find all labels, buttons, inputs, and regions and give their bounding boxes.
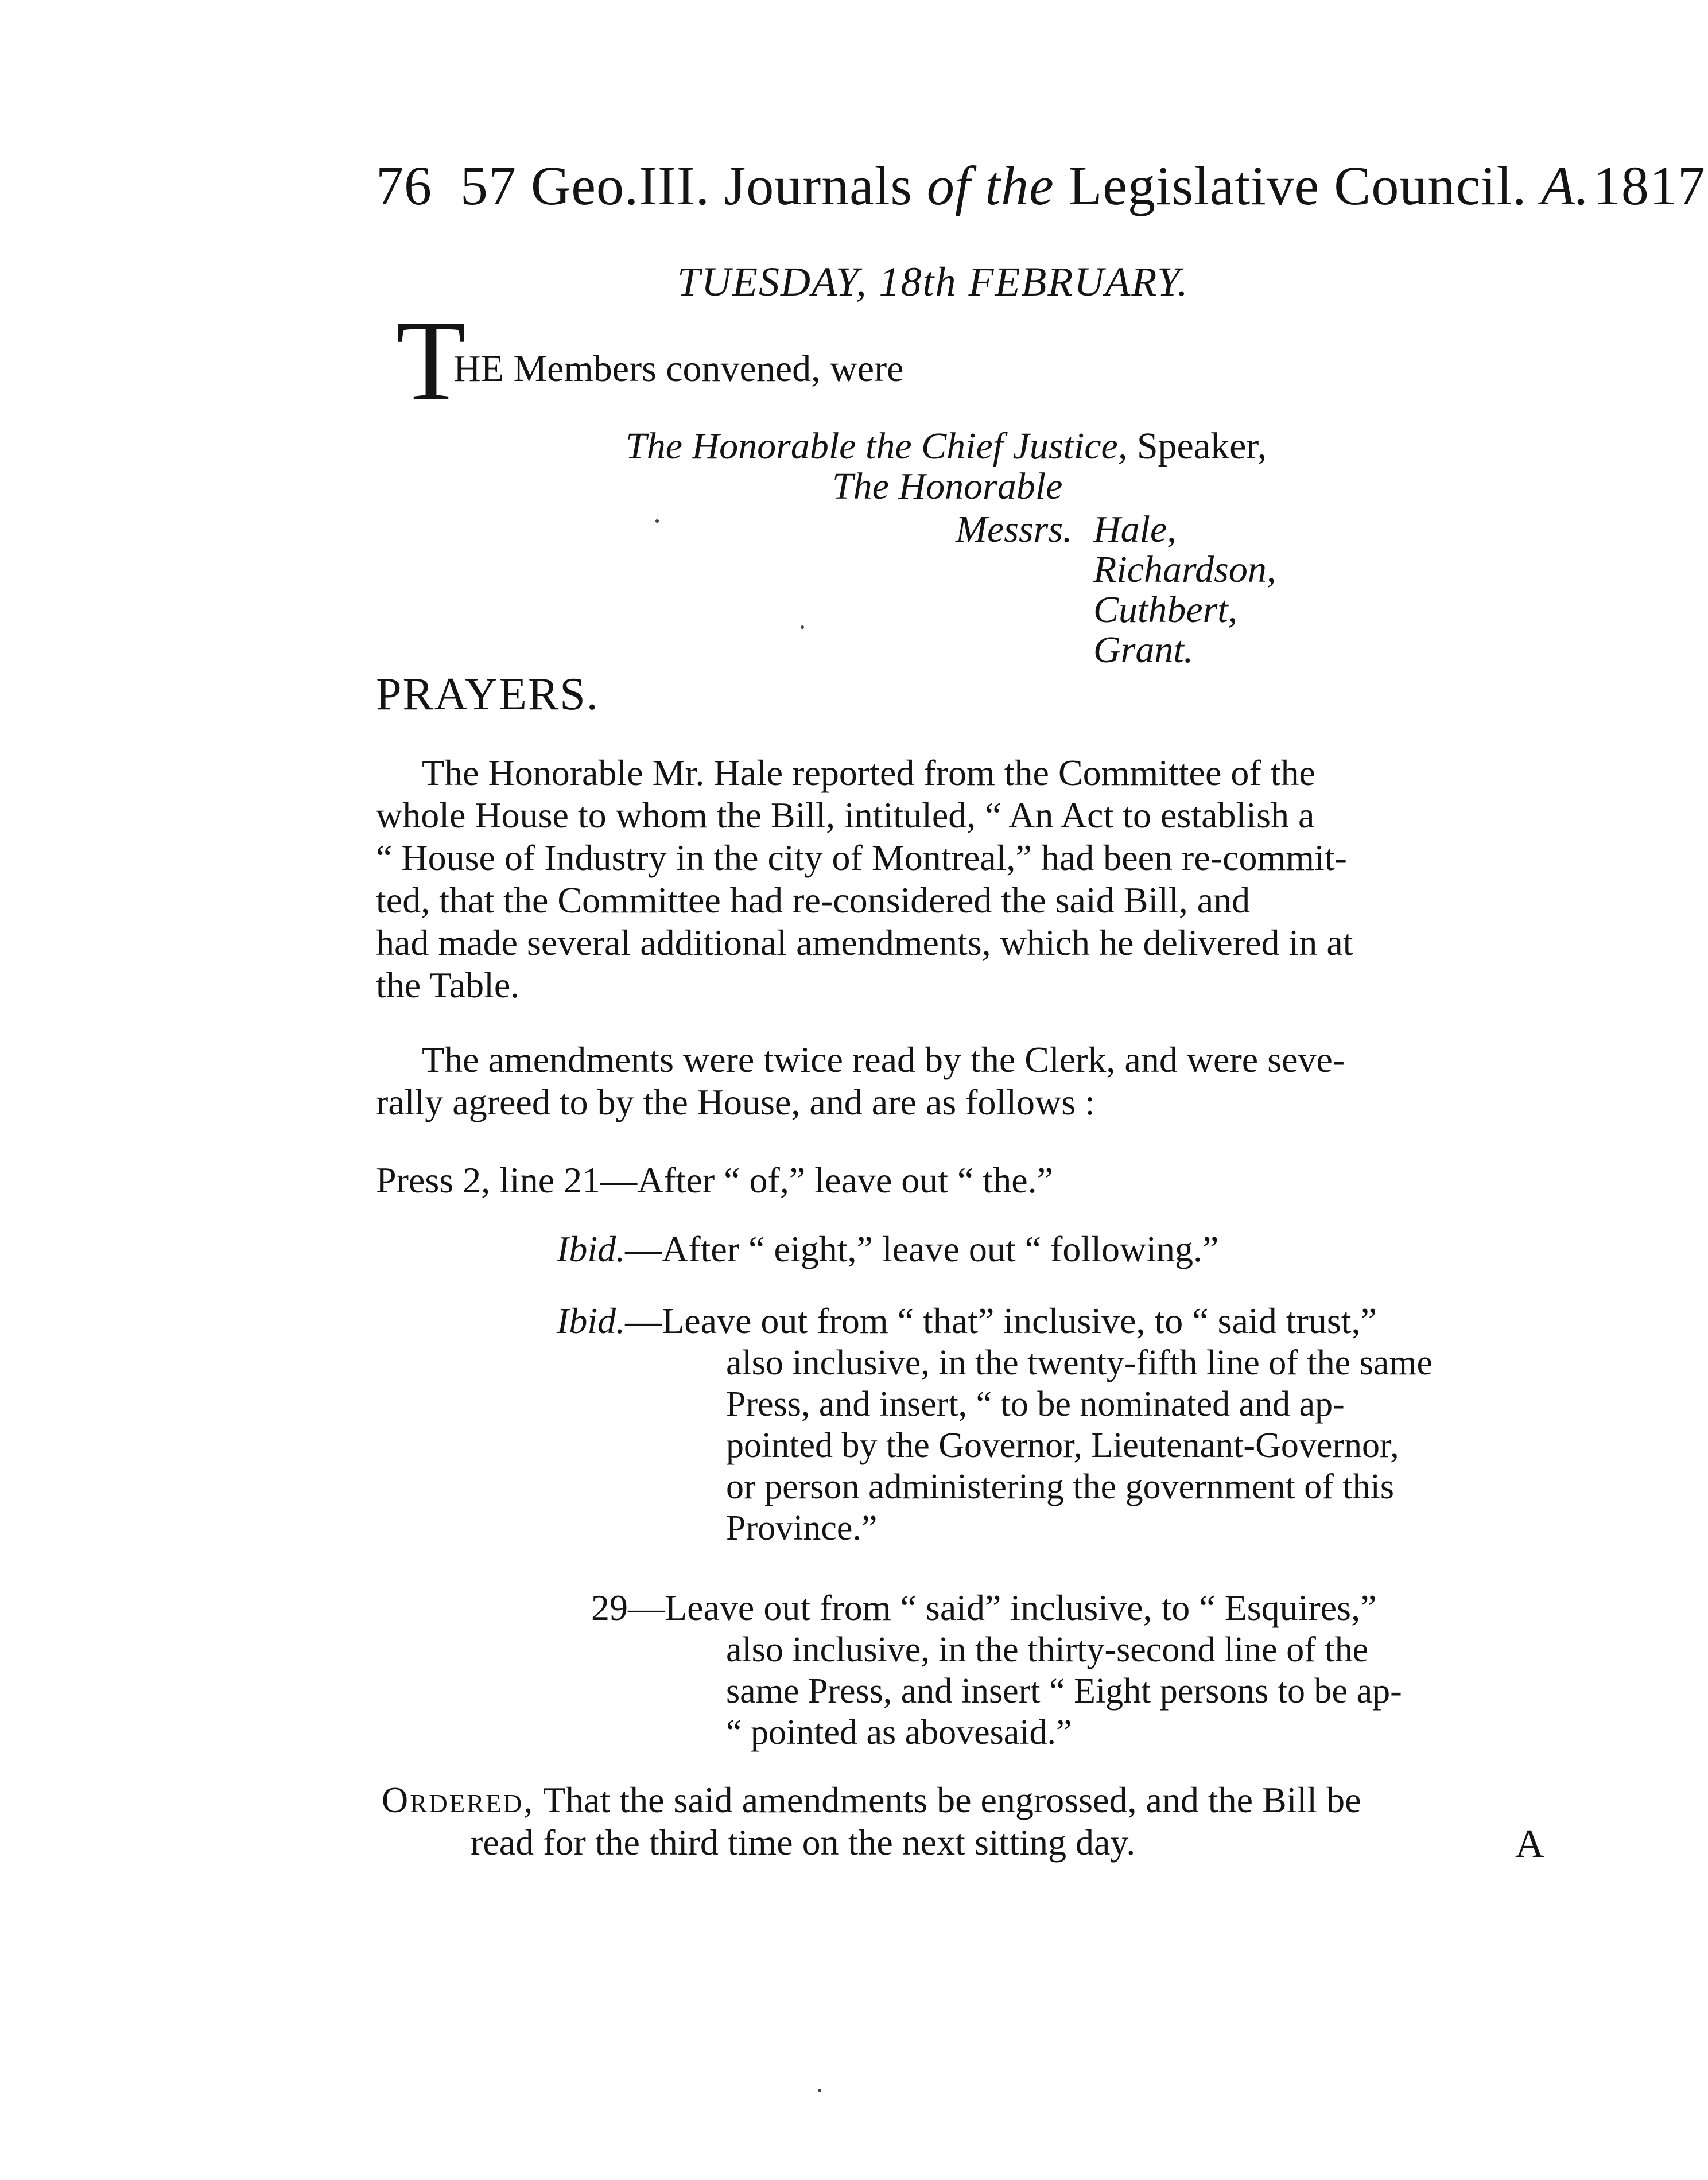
report-paragraph-cont (376, 794, 1573, 1007)
print-speck (801, 625, 804, 629)
ibid-text: —Leave out from “ that” inclusive, to “ said trust,” (625, 1300, 1377, 1341)
line-29-cont-line: same Press, and insert “ Eight persons to be ap- (726, 1672, 1402, 1711)
regnal-year: 57 Geo. (460, 155, 639, 216)
ibid-line-2 (557, 1300, 1377, 1342)
year: 1817 (1593, 155, 1706, 216)
report-line: The Honorable Mr. Hale reported from the Committee of the (422, 752, 1315, 793)
report-line: “ House of Industry in the city of Montreal,” had been re-commit- (376, 837, 1347, 878)
regnal-numeral: III (638, 155, 696, 216)
press-line: Press 2, line 21—After “ of,” leave out “ the.” (376, 1160, 1054, 1200)
members-intro: HE Members convened, were (453, 348, 904, 390)
member-name: Richardson, (1093, 549, 1276, 590)
speaker-name: The Honorable the Chief Justice, (626, 425, 1128, 467)
amendments-line: The amendments were twice read by the Clerk, and were seve- (422, 1039, 1345, 1080)
amendments-paragraph-cont (376, 1081, 1573, 1124)
drop-cap: T (396, 298, 467, 425)
ordered-line-2: read for the third time on the next sitting day. (471, 1822, 1136, 1863)
anno: A. (1541, 155, 1590, 216)
journal-word: Journals (724, 155, 913, 216)
title-rest: Legislative Council. (1068, 155, 1527, 216)
report-line: the Table. (376, 965, 520, 1005)
ibid-line-1 (557, 1228, 1218, 1270)
print-speck (818, 2089, 821, 2092)
ibid-cont-line: or person administering the government of this (726, 1467, 1394, 1506)
amendments-line: rally agreed to by the House, and are as follows : (376, 1082, 1095, 1122)
honorable-line: The Honorable (832, 465, 1063, 507)
print-speck (655, 519, 659, 523)
line-29-amendment: 29—Leave out from “ said” inclusive, to “ Esquires,” (591, 1587, 1377, 1628)
ibid-cont-line: also inclusive, in the twenty-fifth line of the same (726, 1343, 1433, 1382)
member-name: Cuthbert, (1093, 589, 1238, 631)
report-line: whole House to whom the Bill, intituled, “ An Act to establish a (376, 795, 1315, 836)
speaker-line (626, 425, 1267, 468)
page-number: 76 (376, 155, 432, 216)
line-29-cont-line: also inclusive, in the thirty-second line of the (726, 1630, 1369, 1669)
line-29-cont-line: “ pointed as abovesaid.” (726, 1713, 1072, 1752)
prayers-heading: PRAYERS. (376, 669, 599, 720)
running-header: 76 57 Geo.III. Journals of the Legislative Council. A.1817 (376, 155, 1706, 216)
messrs-label: Messrs. (956, 508, 1073, 550)
date-line: TUESDAY, 18th FEBRUARY. (677, 259, 1189, 305)
report-line: ted, that the Committee had re-considered the said Bill, and (376, 880, 1251, 920)
ibid-cont-line: pointed by the Governor, Lieutenant-Governor, (726, 1426, 1399, 1465)
ordered-label: Ordered, (382, 1779, 535, 1820)
ibid-2-continuation (726, 1342, 1552, 1549)
ordered-text: That the said amendments be engrossed, and the Bill be (543, 1779, 1361, 1820)
ibid-label: Ibid. (557, 1229, 626, 1269)
ibid-label: Ibid. (557, 1300, 626, 1341)
speaker-role: Speaker, (1136, 425, 1267, 467)
ordered-line-1 (382, 1779, 1361, 1821)
ibid-cont-line: Province.” (726, 1509, 878, 1548)
ibid-cont-line: Press, and insert, “ to be nominated and ap- (726, 1385, 1345, 1424)
line-29-continuation (726, 1629, 1552, 1753)
report-line: had made several additional amendments, which he delivered in at (376, 922, 1353, 963)
member-name: Grant. (1093, 629, 1194, 671)
ibid-text: —After “ eight,” leave out “ following.” (625, 1229, 1219, 1269)
catchword: A (1515, 1822, 1544, 1866)
report-paragraph (376, 752, 1573, 794)
member-name: Hale, (1093, 508, 1177, 550)
of-the: of the (926, 155, 1054, 216)
amendments-paragraph (376, 1039, 1573, 1081)
